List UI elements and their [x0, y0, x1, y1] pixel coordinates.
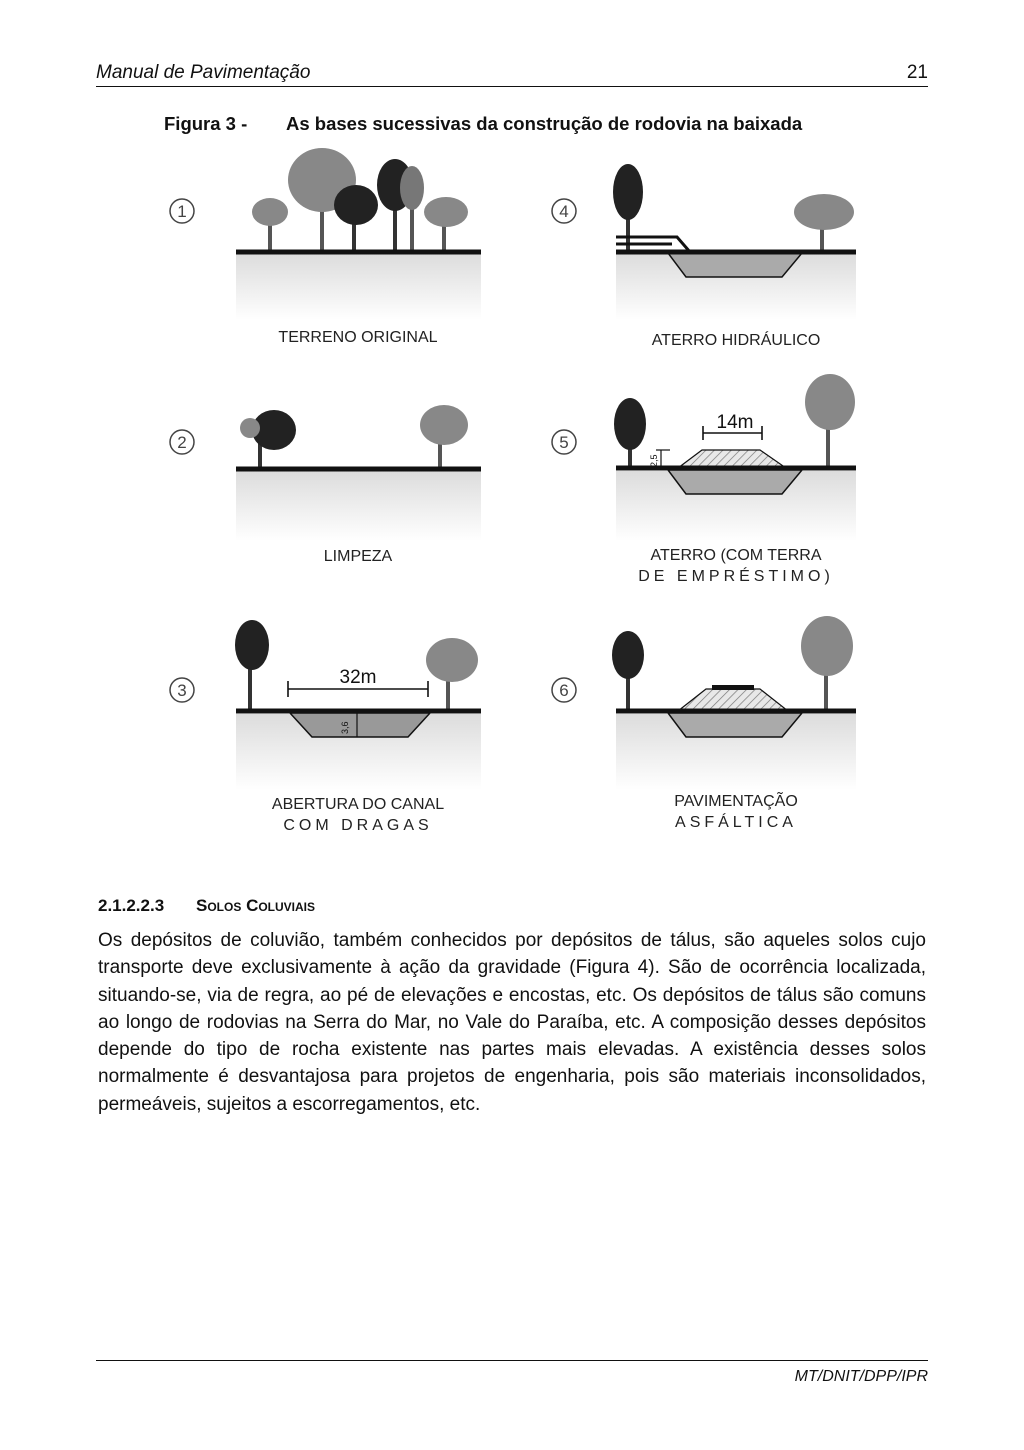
- tree-icon: [794, 194, 854, 251]
- figure-title: As bases sucessivas da construção de rodovia na baixada: [286, 113, 803, 134]
- canal-width-label: 32m: [339, 667, 377, 688]
- tree-icon: [334, 185, 378, 251]
- svg-text:4: 4: [559, 202, 569, 221]
- tree-icon: [426, 638, 478, 712]
- section-number: 2.1.2.2.3: [98, 896, 165, 915]
- svg-text:6: 6: [559, 681, 569, 700]
- embankment-width-label: 14m: [716, 412, 754, 433]
- running-header-title: Manual de Pavimentação: [96, 62, 311, 83]
- step-3-caption-line2: COM DRAGAS: [283, 817, 433, 834]
- page-number: 21: [906, 62, 928, 83]
- step-1-panel: [170, 148, 481, 346]
- svg-text:1: 1: [177, 202, 187, 221]
- step-number-2: [170, 430, 194, 454]
- tree-icon: [235, 620, 269, 712]
- step-2-caption: LIMPEZA: [323, 548, 393, 565]
- step-2-panel: [170, 405, 481, 565]
- step-6-caption-line1: PAVIMENTAÇÃO: [674, 793, 798, 810]
- embankment-height-label: 2,5: [649, 454, 659, 467]
- tree-icon: [424, 197, 468, 251]
- footer-rule: [96, 1360, 928, 1361]
- tree-icon: [801, 616, 853, 710]
- step-5-caption-line1: ATERRO (COM TERRA: [650, 547, 822, 564]
- step-3-caption-line1: ABERTURA DO CANAL: [271, 796, 445, 813]
- tree-icon: [614, 398, 646, 468]
- tree-icon: [252, 198, 288, 251]
- tree-icon: [240, 410, 296, 469]
- tree-icon: [420, 405, 468, 469]
- footer-text: MT/DNIT/DPP/IPR: [794, 1368, 928, 1385]
- step-number-4: [552, 199, 576, 223]
- step-number-1: [170, 199, 194, 223]
- step-4-caption: ATERRO HIDRÁULICO: [651, 332, 821, 349]
- step-3-panel: [170, 620, 481, 834]
- body-paragraph: Os depósitos de coluvião, também conhecidos por depósitos de tálus, são aqueles solos cujo transporte deve exclusivamente à ação da gravidade (Figura 4). São de ocorrência localizada, situando-se, via de regra, ao pé de elevações e encostas, etc. Os depósitos de tálus são comuns ao longo de rodovias na Serra do Mar, no Vale do Paraíba, etc. A composição desses depósitos depende do tipo de rocha existente nas partes mais elevadas. A existência desses solos normalmente é desvantajosa para projetos de engenharia, pois são materiais inconsolidados, permeáveis, sujeitos a escorregamentos, etc.: [98, 930, 926, 1115]
- step-5-caption-line2: DE EMPRÉSTIMO): [638, 568, 834, 585]
- figure-label: Figura 3 -: [164, 113, 248, 134]
- section-title: Solos Coluviais: [196, 896, 316, 915]
- header-rule: [96, 86, 928, 87]
- tree-icon: [805, 374, 855, 468]
- step-6-panel: [552, 616, 856, 831]
- tree-icon: [612, 631, 644, 710]
- svg-text:2: 2: [177, 433, 187, 452]
- svg-text:5: 5: [559, 433, 569, 452]
- road-construction-figure: [150, 140, 870, 850]
- tree-icon: [400, 166, 424, 251]
- step-6-caption-line2: ASFÁLTICA: [675, 814, 797, 831]
- step-number-5: [552, 430, 576, 454]
- step-number-6: [552, 678, 576, 702]
- step-5-panel: [552, 374, 856, 585]
- step-4-panel: [552, 164, 856, 349]
- svg-text:3: 3: [177, 681, 187, 700]
- canal-depth-label: 3,6: [340, 721, 350, 734]
- step-number-3: [170, 678, 194, 702]
- step-1-caption: TERRENO ORIGINAL: [278, 329, 438, 346]
